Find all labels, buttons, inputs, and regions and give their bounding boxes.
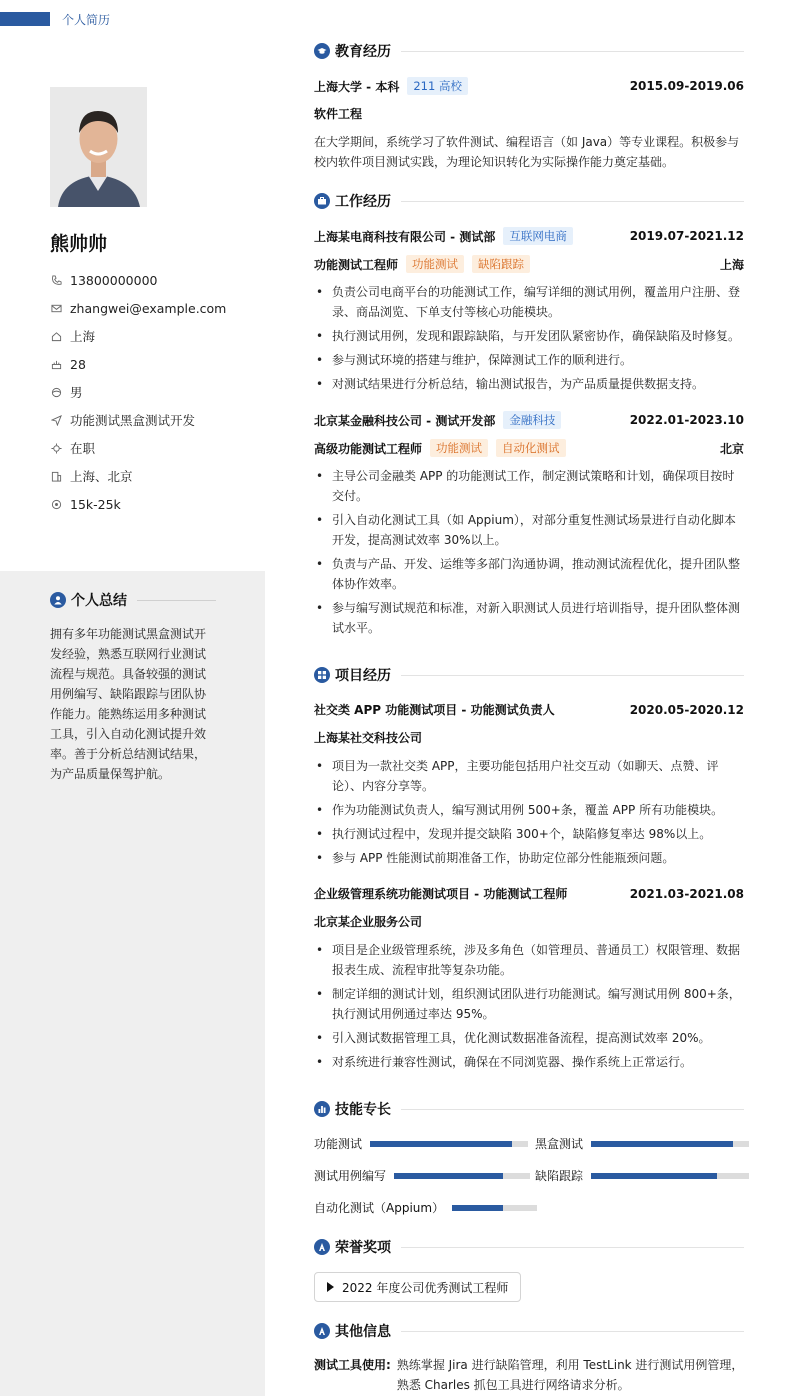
list-item: • 项目是企业级管理系统，涉及多角色（如管理员、普通员工）权限管理、数据报表生成、流程审批等复杂功能。 bbox=[314, 940, 744, 980]
contact-info-list bbox=[50, 266, 260, 518]
list-item: • 参与编写测试规范和标准，对新入职测试人员进行培训指导，提升团队整体测试水平。 bbox=[314, 598, 744, 638]
divider bbox=[401, 1331, 744, 1332]
info-row-email bbox=[50, 294, 260, 322]
age-icon bbox=[50, 358, 62, 370]
other-key: 测试工具使用: bbox=[314, 1358, 391, 1372]
project-company-row bbox=[314, 729, 744, 746]
list-item: • 参与 APP 性能测试前期准备工作，协助定位部分性能瓶颈问题。 bbox=[314, 848, 744, 868]
other-title: 其他信息 bbox=[335, 1324, 391, 1340]
info-row-location bbox=[50, 462, 260, 490]
info-text: 15k-25k bbox=[70, 496, 121, 512]
project-company: 北京某企业服务公司 bbox=[314, 915, 423, 929]
summary-heading bbox=[50, 590, 216, 610]
skill-bar-fill bbox=[452, 1205, 503, 1211]
awards-title: 荣誉奖项 bbox=[335, 1240, 391, 1256]
skill-item bbox=[314, 1199, 537, 1216]
info-text: 在职 bbox=[70, 441, 96, 456]
divider bbox=[401, 1247, 744, 1248]
company-name: 上海某电商科技有限公司 - 测试部 bbox=[314, 229, 496, 244]
status-icon bbox=[50, 442, 62, 454]
skill-bar bbox=[394, 1173, 530, 1179]
divider bbox=[401, 201, 744, 202]
list-item: • 引入自动化测试工具（如 Appium），对部分重复性测试场景进行自动化脚本开发，提高测试效率 30%以上。 bbox=[314, 510, 744, 550]
divider bbox=[137, 600, 216, 601]
award-text: 2022 年度公司优秀测试工程师 bbox=[342, 1280, 509, 1295]
skill-bar-fill bbox=[394, 1173, 503, 1179]
education-title: 教育经历 bbox=[335, 44, 391, 60]
info-text: 上海 bbox=[70, 329, 96, 344]
info-text: 功能测试黑盒测试开发 bbox=[70, 413, 196, 428]
profile-photo bbox=[50, 87, 147, 207]
skill-item bbox=[535, 1167, 749, 1184]
work-heading bbox=[314, 191, 744, 211]
school-name: 上海大学 - 本科 bbox=[314, 79, 400, 94]
send-icon bbox=[50, 414, 62, 426]
skill-bar bbox=[452, 1205, 537, 1211]
job-role: 功能测试工程师 bbox=[314, 257, 399, 272]
skill-name: 测试用例编写 bbox=[314, 1169, 387, 1183]
profile-name: 熊帅帅 bbox=[50, 233, 108, 255]
info-text: zhangwei@example.com bbox=[70, 300, 227, 316]
info-text: 上海、北京 bbox=[70, 469, 133, 484]
skill-name: 缺陷跟踪 bbox=[535, 1169, 584, 1183]
project-date: 2020.05-2020.12 bbox=[629, 702, 744, 717]
list-item: • 引入测试数据管理工具，优化测试数据准备流程，提高测试效率 20%。 bbox=[314, 1028, 744, 1048]
grid-icon bbox=[314, 667, 330, 683]
divider bbox=[401, 1109, 744, 1110]
skill-bar bbox=[591, 1173, 749, 1179]
info-icon bbox=[314, 1323, 330, 1339]
briefcase-icon bbox=[314, 193, 330, 209]
project-company-row bbox=[314, 913, 744, 930]
home-icon bbox=[50, 330, 62, 342]
job-bullets bbox=[314, 466, 744, 642]
list-item: • 参与测试环境的搭建与维护，保障测试工作的顺利进行。 bbox=[314, 350, 744, 370]
skill-item bbox=[314, 1135, 528, 1152]
list-item: • 负责公司电商平台的功能测试工作，编写详细的测试用例，覆盖用户注册、登录、商品浏览、下单支付等核心功能模块。 bbox=[314, 282, 744, 322]
award-item bbox=[314, 1272, 521, 1302]
project-date: 2021.03-2021.08 bbox=[629, 886, 744, 901]
skill-item bbox=[314, 1167, 530, 1184]
skill-bar bbox=[591, 1141, 749, 1147]
major: 软件工程 bbox=[314, 107, 363, 121]
bar-chart-icon bbox=[314, 1101, 330, 1117]
list-item: • 作为功能测试负责人，编写测试用例 500+条，覆盖 APP 所有功能模块。 bbox=[314, 800, 744, 820]
skill-name: 自动化测试（Appium） bbox=[314, 1201, 445, 1215]
skill-bar-fill bbox=[370, 1141, 512, 1147]
info-row-phone bbox=[50, 266, 260, 294]
list-item: • 对测试结果进行分析总结，输出测试报告，为产品质量提供数据支持。 bbox=[314, 374, 744, 394]
job-role-row bbox=[314, 255, 744, 273]
job-role: 高级功能测试工程师 bbox=[314, 441, 423, 456]
job-city: 上海 bbox=[719, 257, 744, 272]
skills-title: 技能专长 bbox=[335, 1102, 391, 1118]
play-triangle-icon bbox=[327, 1282, 334, 1292]
job-role-row bbox=[314, 439, 744, 457]
skill-bar-fill bbox=[591, 1173, 717, 1179]
info-row-salary bbox=[50, 490, 260, 518]
awards-heading bbox=[314, 1237, 744, 1257]
education-heading bbox=[314, 41, 744, 61]
skills-heading bbox=[314, 1099, 744, 1119]
project-bullets bbox=[314, 940, 744, 1076]
skill-name: 功能测试 bbox=[314, 1137, 363, 1151]
education-desc: 在大学期间，系统学习了软件测试、编程语言（如 Java）等专业课程。积极参与校内软件项目测试实践，为理论知识转化为实际操作能力奠定基础。 bbox=[314, 135, 740, 169]
skill-tag: 功能测试 bbox=[430, 439, 488, 457]
other-heading bbox=[314, 1321, 744, 1341]
skill-item bbox=[535, 1135, 749, 1152]
job-date: 2019.07-2021.12 bbox=[629, 229, 744, 243]
industry-tag: 互联网电商 bbox=[503, 227, 573, 245]
job-header bbox=[314, 227, 744, 245]
education-date: 2015.09-2019.06 bbox=[629, 79, 744, 93]
gender-icon bbox=[50, 386, 62, 398]
skill-tag: 自动化测试 bbox=[496, 439, 566, 457]
info-text: 13800000000 bbox=[70, 272, 158, 288]
salary-icon bbox=[50, 498, 62, 510]
job-date: 2022.01-2023.10 bbox=[629, 413, 744, 427]
info-row-objective bbox=[50, 406, 260, 434]
skill-tag: 功能测试 bbox=[406, 255, 464, 273]
header-label: 个人简历 bbox=[62, 13, 111, 27]
list-item: • 制定详细的测试计划，组织测试团队进行功能测试。编写测试用例 800+条，执行测试用例通过率达 95%。 bbox=[314, 984, 744, 1024]
graduation-cap-icon bbox=[314, 43, 330, 59]
phone-icon bbox=[50, 274, 62, 286]
info-text: 男 bbox=[70, 385, 83, 400]
divider bbox=[401, 675, 744, 676]
project-name: 企业级管理系统功能测试项目 - 功能测试工程师 bbox=[314, 887, 568, 901]
info-row-status bbox=[50, 434, 260, 462]
skill-tag: 缺陷跟踪 bbox=[472, 255, 530, 273]
work-title: 工作经历 bbox=[335, 194, 391, 210]
company-name: 北京某金融科技公司 - 测试开发部 bbox=[314, 413, 496, 428]
list-item: • 对系统进行兼容性测试，确保在不同浏览器、操作系统上正常运行。 bbox=[314, 1052, 744, 1072]
info-row-age bbox=[50, 350, 260, 378]
list-item: • 主导公司金融类 APP 的功能测试工作，制定测试策略和计划，确保项目按时交付。 bbox=[314, 466, 744, 506]
divider bbox=[401, 51, 744, 52]
major-row bbox=[314, 105, 744, 122]
school-tag: 211 高校 bbox=[407, 77, 468, 95]
summary-title: 个人总结 bbox=[71, 593, 127, 609]
award-icon bbox=[314, 1239, 330, 1255]
project-bullets bbox=[314, 756, 744, 872]
other-value: 熟练掌握 Jira 进行缺陷管理，利用 TestLink 进行测试用例管理，熟悉 Charles 抓包工具进行网络请求分析。 bbox=[396, 1358, 744, 1392]
project-company: 上海某社交科技公司 bbox=[314, 731, 423, 745]
skill-bar bbox=[370, 1141, 528, 1147]
user-icon bbox=[50, 592, 66, 608]
projects-title: 项目经历 bbox=[335, 668, 391, 684]
summary-text: 拥有多年功能测试黑盒测试开发经验，熟悉互联网行业测试流程与规范。具备较强的测试用例编写、缺陷跟踪与团队协作能力。能熟练运用多种测试工具，引入自动化测试提升效率。善于分析总结测试结果，为产品质量保驾护航。 bbox=[50, 627, 207, 781]
header-accent-bar bbox=[0, 12, 50, 26]
mail-icon bbox=[50, 302, 62, 314]
info-text: 28 bbox=[70, 356, 86, 372]
info-row-gender bbox=[50, 378, 260, 406]
other-info bbox=[314, 1355, 744, 1395]
project-header bbox=[314, 701, 744, 718]
info-row-city bbox=[50, 322, 260, 350]
skill-name: 黑盒测试 bbox=[535, 1137, 584, 1151]
job-city: 北京 bbox=[719, 441, 744, 456]
building-icon bbox=[50, 470, 62, 482]
job-header bbox=[314, 411, 744, 429]
industry-tag: 金融科技 bbox=[503, 411, 561, 429]
list-item: • 负责与产品、开发、运维等多部门沟通协调，推动测试流程优化，提升团队整体协作效率。 bbox=[314, 554, 744, 594]
list-item: • 执行测试用例，发现和跟踪缺陷，与开发团队紧密协作，确保缺陷及时修复。 bbox=[314, 326, 744, 346]
project-name: 社交类 APP 功能测试项目 - 功能测试负责人 bbox=[314, 703, 555, 717]
education-row bbox=[314, 77, 744, 95]
list-item: • 项目为一款社交类 APP，主要功能包括用户社交互动（如聊天、点赞、评论）、内容分享等。 bbox=[314, 756, 744, 796]
skill-bar-fill bbox=[591, 1141, 733, 1147]
job-bullets bbox=[314, 282, 744, 398]
projects-heading bbox=[314, 665, 744, 685]
list-item: • 执行测试过程中，发现并提交缺陷 300+个，缺陷修复率达 98%以上。 bbox=[314, 824, 744, 844]
project-header bbox=[314, 885, 744, 902]
